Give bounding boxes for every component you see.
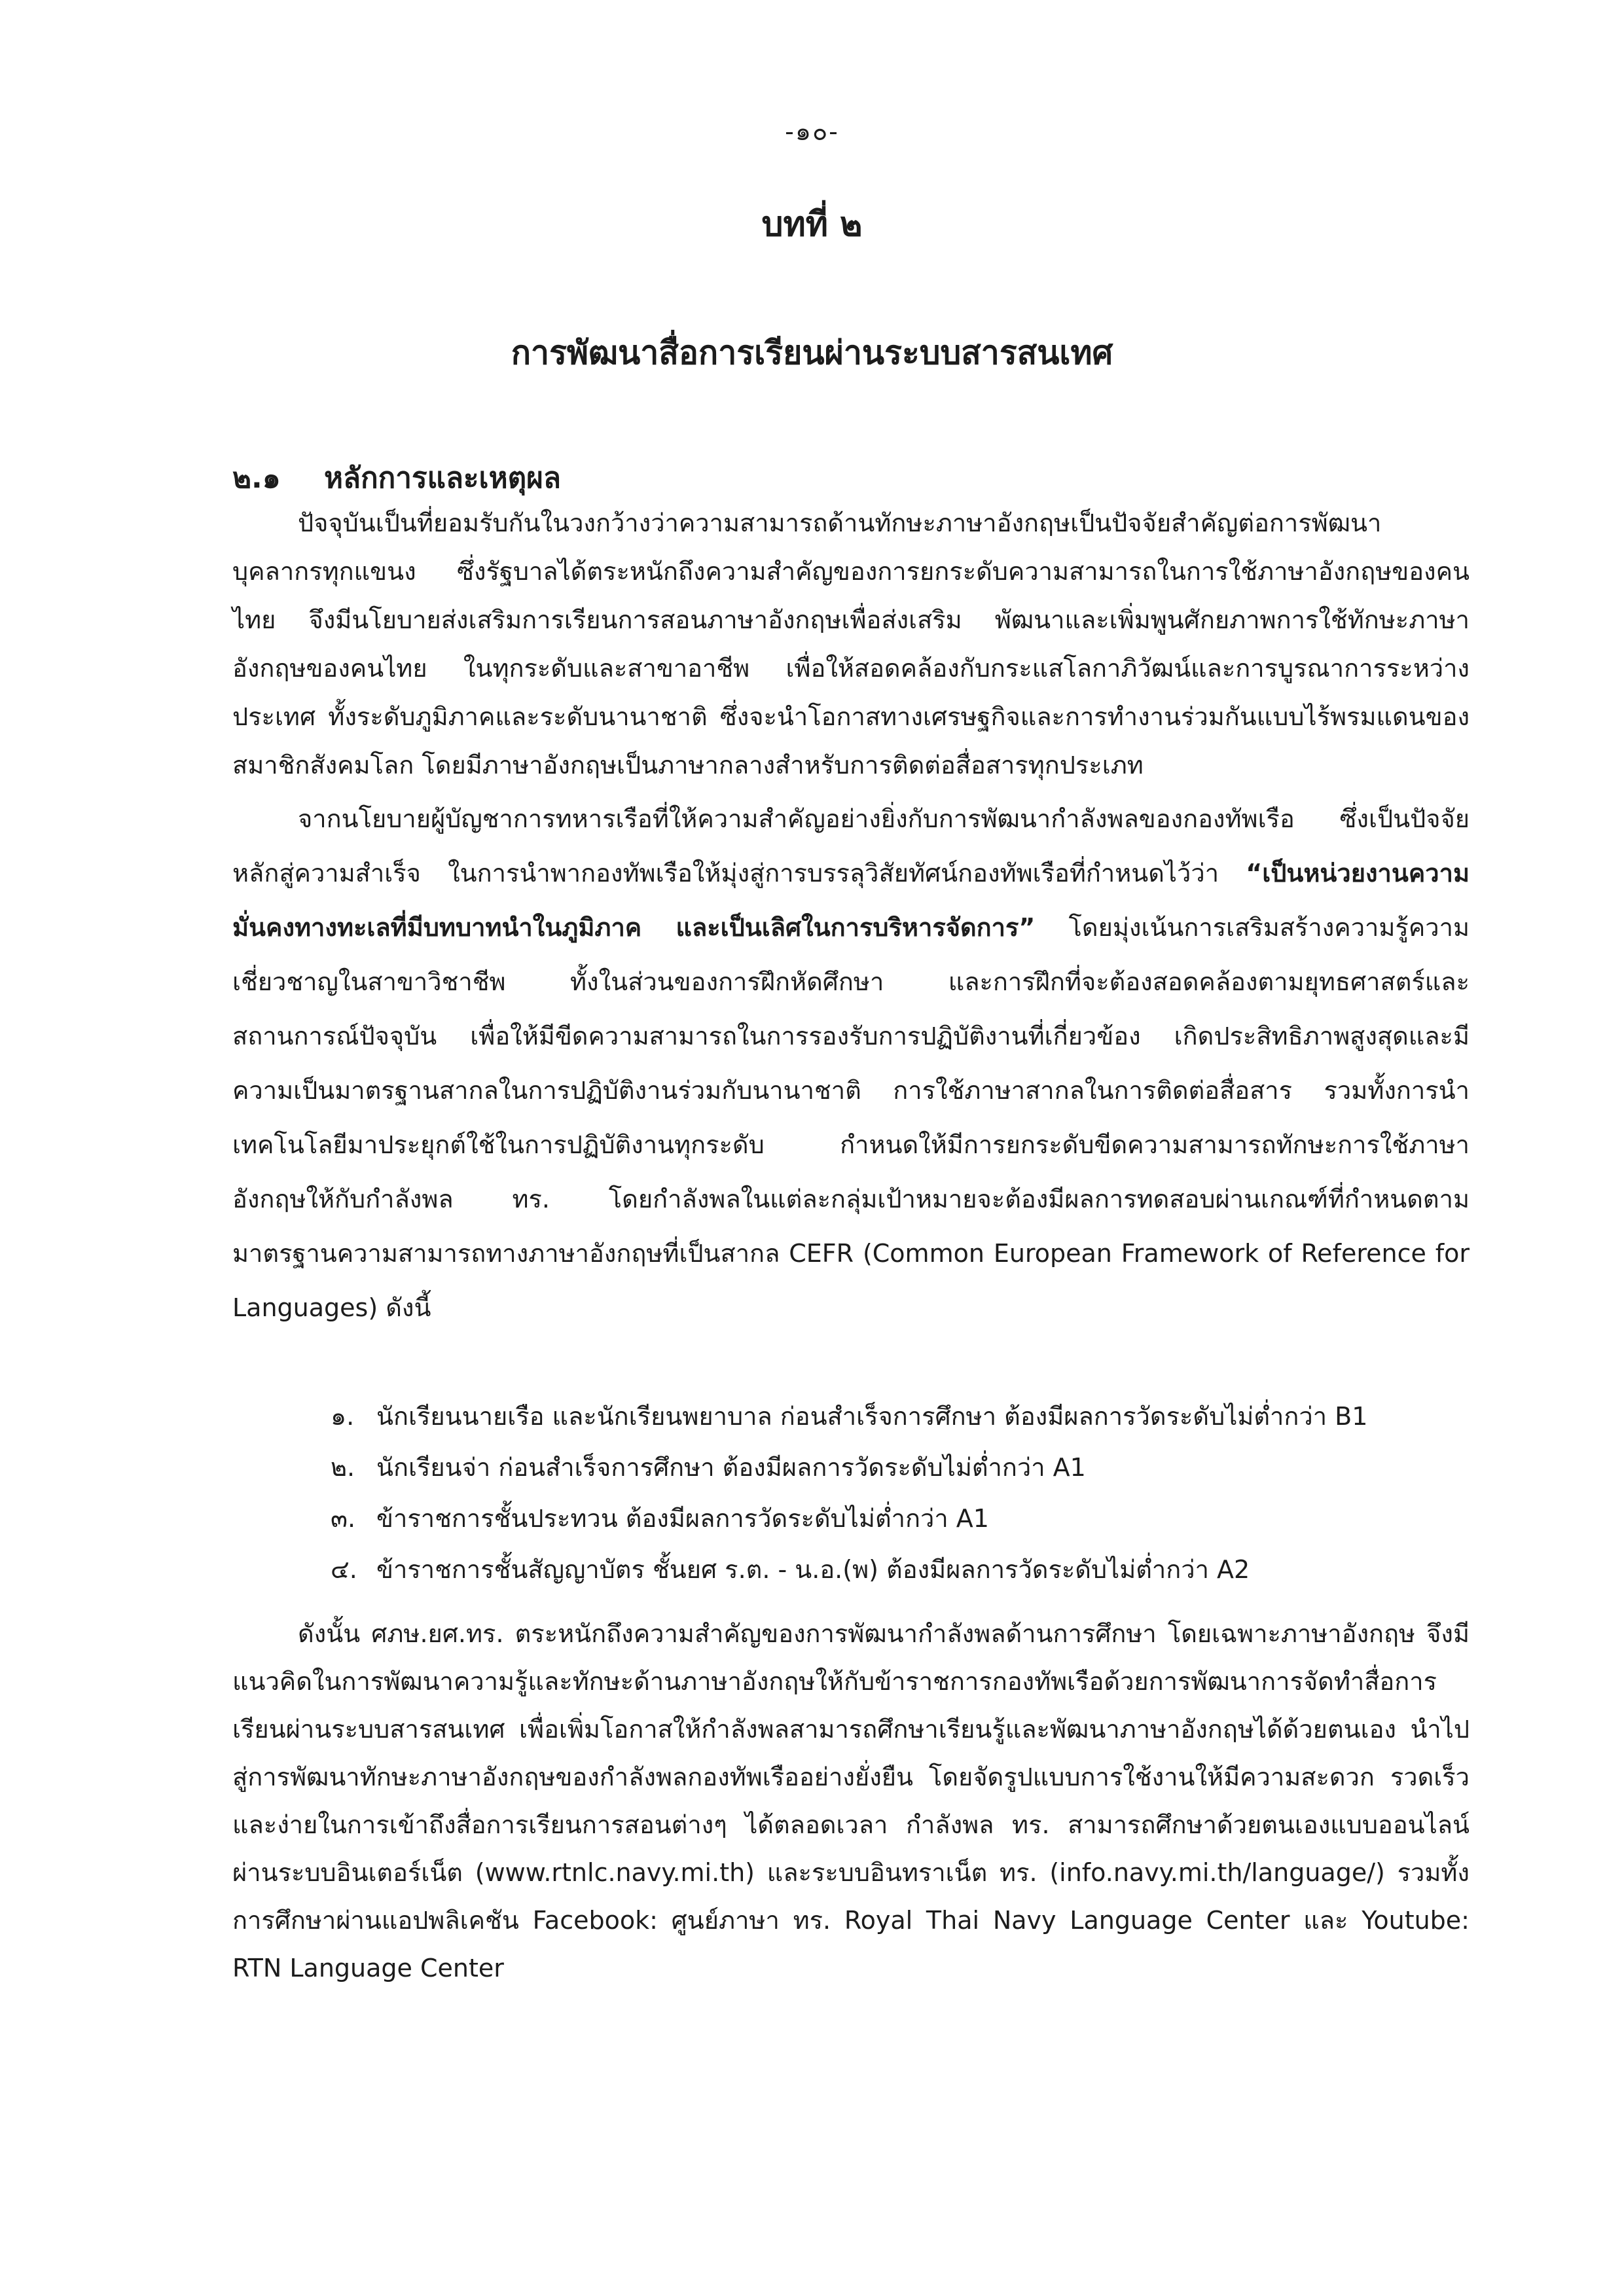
list-item-text: นักเรียนนายเรือ และนักเรียนพยาบาล ก่อนสำเร็จการศึกษา ต้องมีผลการวัดระดับไม่ต่ำกว่า B1 bbox=[376, 1402, 1368, 1431]
paragraph-conclusion-text: ดังนั้น ศภษ.ยศ.ทร. ตระหนักถึงความสำคัญของการพัฒนากำลังพลด้านการศึกษา โดยเฉพาะภาษาอังกฤษ จึงมีแนวคิดในการพัฒนาความรู้และทักษะด้านภาษาอังกฤษให้กับข้าราชการกองทัพเรือด้วยการพัฒนาการจัดทำสื่อการเรียนผ่านระบบสารสนเทศ เพื่อเพิ่มโอกาสให้กำลังพลสามารถศึกษาเรียนรู้และพัฒนาภาษาอังกฤษได้ด้วยตนเอง นำไปสู่การพัฒนาทักษะภาษาอังกฤษของกำลังพลกองทัพเรืออย่างยั่งยืน โดยจัดรูปแบบการใช้งานให้มีความสะดวก รวดเร็วและง่ายในการเข้าถึงสื่อการเรียนการสอนต่างๆ ได้ตลอดเวลา กำลังพล ทร. สามารถศึกษาด้วยตนเองแบบออนไลน์ ผ่านระบบอินเตอร์เน็ต (www.rtnlc.navy.mi.th) และระบบอินทราเน็ต ทร. (info.navy.mi.th/language/) รวมทั้งการศึกษาผ่านแอปพลิเคชัน Facebook: ศูนย์ภาษา ทร. Royal Thai Navy Language Center และ Youtube: RTN Language Center bbox=[232, 1619, 1470, 1982]
list-item-text: ข้าราชการชั้นสัญญาบัตร ชั้นยศ ร.ต. - น.อ.(พ) ต้องมีผลการวัดระดับไม่ต่ำกว่า A2 bbox=[376, 1555, 1250, 1584]
list-item-number: ๔. bbox=[331, 1555, 357, 1584]
section-heading bbox=[232, 455, 561, 501]
list-item-number: ๒. bbox=[331, 1453, 355, 1482]
paragraph-policy-text-start: จากนโยบายผู้บัญชาการทหารเรือที่ให้ความสำคัญอย่างยิ่งกับการพัฒนากำลังพลของกองทัพเรือ ซึ่งเป็นปัจจัยหลักสู่ความสำเร็จ ในการนำพากองทัพเรือให้มุ่งสู่การบรรลุวิสัยทัศน์กองทัพเรือที่กำหนดไว้ว่า bbox=[232, 804, 1470, 888]
section-number: ๒.๑ bbox=[232, 461, 281, 495]
paragraph-rationale bbox=[232, 499, 1470, 789]
page-number: -๑๐- bbox=[785, 117, 839, 146]
paragraph-policy-text-end: โดยมุ่งเน้นการเสริมสร้างความรู้ความเชี่ยวชาญในสาขาวิชาชีพ ทั้งในส่วนของการฝึกหัดศึกษา และการฝึกที่จะต้องสอดคล้องตามยุทธศาสตร์และสถานการณ์ปัจจุบัน เพื่อให้มีขีดความสามารถในการรองรับการปฏิบัติงานที่เกี่ยวข้อง เกิดประสิทธิภาพสูงสุดและมีความเป็นมาตรฐานสากลในการปฏิบัติงานร่วมกับนานาชาติ การใช้ภาษาสากลในการติดต่อสื่อสาร รวมทั้งการนำเทคโนโลยีมาประยุกต์ใช้ในการปฏิบัติงานทุกระดับ กำหนดให้มีการยกระดับขีดความสามารถทักษะการใช้ภาษาอังกฤษให้กับกำลังพล ทร. โดยกำลังพลในแต่ละกลุ่มเป้าหมายจะต้องมีผลการทดสอบผ่านเกณฑ์ที่กำหนดตามมาตรฐานความสามารถทางภาษาอังกฤษที่เป็นสากล CEFR (Common European Framework of Reference for Languages) ดังนี้ bbox=[232, 913, 1470, 1322]
list-item-number: ๑. bbox=[331, 1402, 355, 1431]
paragraph-conclusion bbox=[232, 1610, 1470, 1992]
list-item bbox=[331, 1544, 1443, 1595]
paragraph-navy-policy bbox=[232, 792, 1470, 1335]
paragraph-rationale-text: ปัจจุบันเป็นที่ยอมรับกันในวงกว้างว่าความสามารถด้านทักษะภาษาอังกฤษเป็นปัจจัยสำคัญต่อการพัฒนาบุคลากรทุกแขนง ซึ่งรัฐบาลได้ตระหนักถึงความสำคัญของการยกระดับความสามารถในการใช้ภาษาอังกฤษของคนไทย จึงมีนโยบายส่งเสริมการเรียนการสอนภาษาอังกฤษเพื่อส่งเสริม พัฒนาและเพิ่มพูนศักยภาพการใช้ทักษะภาษาอังกฤษของคนไทย ในทุกระดับและสาขาอาชีพ เพื่อให้สอดคล้องกับกระแสโลกาภิวัฒน์และการบูรณาการระหว่างประเทศ ทั้งระดับภูมิภาคและระดับนานาชาติ ซึ่งจะนำโอกาสทางเศรษฐกิจและการทำงานร่วมกันแบบไร้พรมแดนของสมาชิกสังคมโลก โดยมีภาษาอังกฤษเป็นภาษากลางสำหรับการติดต่อสื่อสารทุกประเภท bbox=[232, 509, 1470, 780]
list-item-text: นักเรียนจ่า ก่อนสำเร็จการศึกษา ต้องมีผลการวัดระดับไม่ต่ำกว่า A1 bbox=[376, 1453, 1086, 1482]
list-item bbox=[331, 1391, 1443, 1442]
list-item bbox=[331, 1493, 1443, 1544]
list-item-number: ๓. bbox=[331, 1504, 356, 1533]
list-item-text: ข้าราชการชั้นประทวน ต้องมีผลการวัดระดับไม่ต่ำกว่า A1 bbox=[376, 1504, 989, 1533]
section-title: หลักการและเหตุผล bbox=[324, 461, 561, 495]
list-item bbox=[331, 1442, 1443, 1493]
vision-statement: “เป็นหน่วยงานความมั่นคงทางทะเลที่มีบทบาทนำในภูมิภาค และเป็นเลิศในการบริหารจัดการ” bbox=[232, 859, 1470, 942]
chapter-title: บทที่ ๒ bbox=[761, 205, 863, 244]
page-title: การพัฒนาสื่อการเรียนผ่านระบบสารสนเทศ bbox=[511, 334, 1113, 372]
requirements-list bbox=[331, 1391, 1443, 1595]
